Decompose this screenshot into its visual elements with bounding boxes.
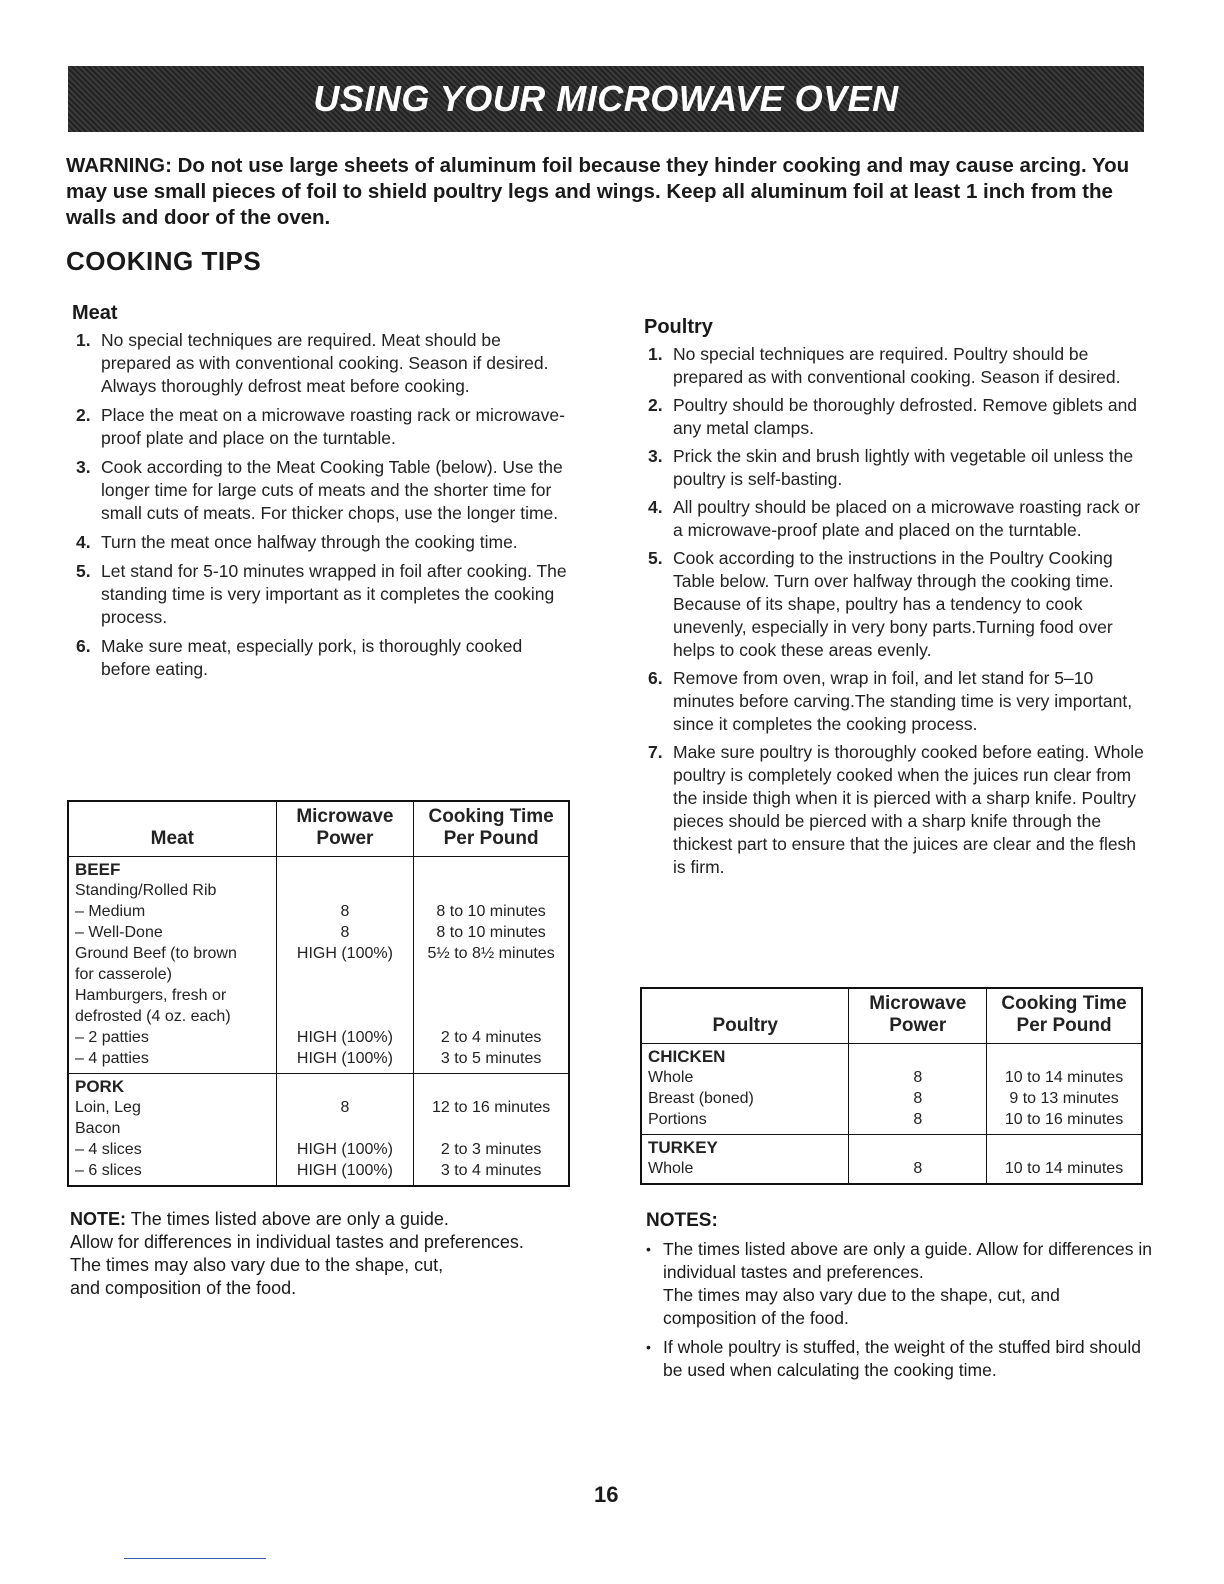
time-value: 10 to 14 minutes: [1004, 1069, 1124, 1086]
table-header: Cooking Time Per Pound: [414, 801, 569, 857]
section-title: COOKING TIPS: [66, 246, 262, 276]
meat-cooking-table: [67, 800, 570, 1187]
list-item: [644, 394, 1148, 440]
group-label: CHICKEN: [648, 1047, 726, 1066]
poultry-notes: [646, 1210, 1156, 1388]
table-cell: [68, 1074, 276, 1187]
list-text: Make sure meat, especially pork, is thoroughly cooked before eating.: [101, 636, 523, 679]
power-value: 8: [913, 1069, 923, 1086]
note-text: Allow for differences in individual tastes and preferences.: [70, 1232, 524, 1252]
table-cell: [276, 857, 414, 1074]
power-value: HIGH (100%): [296, 1162, 393, 1179]
table-cell: [987, 1135, 1142, 1185]
table-row: [641, 1044, 1142, 1135]
table-row: [641, 1135, 1142, 1185]
table-cell: [849, 1135, 987, 1185]
item-label: Bacon: [75, 1120, 121, 1137]
power-value: 8: [913, 1090, 923, 1107]
list-text: Remove from oven, wrap in foil, and let stand for 5–10 minutes before carving.The standing time is very important, since it completes the cooking process.: [673, 668, 1133, 734]
list-number: 2.: [648, 395, 663, 415]
item-label: Standing/Rolled Rib: [75, 882, 217, 899]
table-cell: [849, 1044, 987, 1135]
table-cell: [641, 1044, 849, 1135]
list-text: Turn the meat once halfway through the cooking time.: [101, 532, 518, 552]
table-header: Microwave Power: [276, 801, 414, 857]
list-item: [644, 667, 1148, 736]
list-item: [72, 531, 572, 554]
list-number: 7.: [648, 742, 663, 762]
note-text: • If whole poultry is stuffed, the weight of the stuffed bird should be used when calculating the cooking time.: [663, 1337, 1141, 1380]
time-value: 3 to 4 minutes: [440, 1162, 542, 1179]
list-item: [644, 496, 1148, 542]
foil-warning: WARNING: Do not use large sheets of aluminum foil because they hinder cooking and may cause arcing. You may use small pieces of foil to shield poultry legs and wings. Keep all aluminum foil at least 1 inch from the walls and door of the oven.: [66, 154, 1130, 229]
time-value: 2 to 4 minutes: [440, 1029, 542, 1046]
table-header: Meat: [68, 801, 276, 857]
page-number: 16: [594, 1482, 619, 1507]
table-cell: [414, 857, 569, 1074]
list-number: 4.: [76, 532, 91, 552]
list-number: 6.: [648, 668, 663, 688]
power-value: HIGH (100%): [296, 1141, 393, 1158]
table-header: Microwave Power: [849, 988, 987, 1044]
power-value: HIGH (100%): [296, 1050, 393, 1067]
list-number: 1.: [648, 344, 663, 364]
power-value: HIGH (100%): [296, 1029, 393, 1046]
note-text: The times listed above are only a guide.: [130, 1209, 449, 1229]
group-label: PORK: [75, 1077, 125, 1096]
time-value: 5½ to 8½ minutes: [427, 945, 555, 962]
table-cell: [987, 1044, 1142, 1135]
item-label: – Well-Done: [75, 924, 163, 941]
footer-rule: [124, 1558, 266, 1559]
item-label: for casserole): [75, 966, 172, 983]
meat-tips-list: [72, 329, 572, 681]
list-item: [72, 560, 572, 629]
list-item: [72, 329, 572, 398]
power-value: 8: [340, 924, 350, 941]
list-item: [644, 741, 1148, 879]
list-text: Poultry should be thoroughly defrosted. Remove giblets and any metal clamps.: [673, 395, 1138, 438]
notes-title: NOTES:: [646, 1210, 718, 1231]
table-cell: [68, 857, 276, 1074]
meat-heading: Meat: [72, 302, 118, 324]
item-label: Whole: [648, 1069, 694, 1086]
table-cell: [276, 1074, 414, 1187]
time-value: 10 to 14 minutes: [1004, 1160, 1124, 1177]
note-text: The times may also vary due to the shape, cut, and composition of the food.: [663, 1285, 1060, 1328]
table-cell: [414, 1074, 569, 1187]
poultry-heading: Poultry: [644, 316, 713, 338]
list-text: No special techniques are required. Poultry should be prepared as with conventional cooking. Season if desired.: [673, 344, 1121, 387]
item-label: – 4 slices: [75, 1141, 142, 1158]
list-item: [644, 343, 1148, 389]
list-item: [646, 1238, 1156, 1330]
meat-note: [70, 1208, 590, 1300]
list-item: [72, 635, 572, 681]
list-number: 2.: [76, 405, 91, 425]
time-value: 3 to 5 minutes: [440, 1050, 542, 1067]
item-label: Ground Beef (to brown: [75, 945, 237, 962]
item-label: Hamburgers, fresh or: [75, 987, 227, 1004]
group-label: TURKEY: [648, 1138, 718, 1157]
power-value: 8: [913, 1160, 923, 1177]
item-label: Loin, Leg: [75, 1099, 141, 1116]
list-text: Cook according to the instructions in the Poultry Cooking Table below. Turn over halfway through the cooking time. Because of its shape, poultry has a tendency to cook unevenly, especially in very bony parts.Turning food over helps to cook these areas evenly.: [673, 548, 1114, 660]
list-number: 6.: [76, 636, 91, 656]
table-header-row: [641, 988, 1142, 1044]
poultry-section: [644, 316, 1148, 884]
list-number: 5.: [76, 561, 91, 581]
list-item: [646, 1336, 1156, 1382]
time-value: 9 to 13 minutes: [1009, 1090, 1119, 1107]
list-number: 5.: [648, 548, 663, 568]
list-item: [72, 456, 572, 525]
banner-title: USING YOUR MICROWAVE OVEN: [313, 78, 899, 119]
item-label: defrosted (4 oz. each): [75, 1008, 231, 1025]
list-text: No special techniques are required. Meat should be prepared as with conventional cooking. Season if desired. Always thoroughly defrost meat before cooking.: [101, 330, 549, 396]
power-value: 8: [913, 1111, 923, 1128]
note-text: • The times listed above are only a guide. Allow for differences in individual tastes and preferences.: [663, 1239, 1152, 1282]
item-label: Portions: [648, 1111, 707, 1128]
table-header: Poultry: [641, 988, 849, 1044]
list-text: Cook according to the Meat Cooking Table (below). Use the longer time for large cuts of meats and the shorter time for small cuts of meats. For thicker chops, use the longer time.: [101, 457, 563, 523]
table-header-row: [68, 801, 569, 857]
item-label: Breast (boned): [648, 1090, 754, 1107]
time-value: 8 to 10 minutes: [436, 924, 546, 941]
list-number: 4.: [648, 497, 663, 517]
time-value: 10 to 16 minutes: [1004, 1111, 1124, 1128]
table-row: [68, 857, 569, 1074]
note-label: NOTE:: [70, 1209, 126, 1229]
item-label: – 4 patties: [75, 1050, 149, 1067]
list-text: Make sure poultry is thoroughly cooked before eating. Whole poultry is completely cooked when the juices run clear from the inside thigh when it is pierced with a sharp knife. Poultry pieces should be pierced with a sharp knife through the thickest part to ensure that the juices are clear and the flesh is firm.: [673, 742, 1144, 877]
item-label: – 2 patties: [75, 1029, 149, 1046]
list-text: Place the meat on a microwave roasting rack or microwave-proof plate and place on the turntable.: [101, 405, 565, 448]
power-value: HIGH (100%): [296, 945, 393, 962]
list-item: [644, 547, 1148, 662]
poultry-tips-list: [644, 343, 1148, 879]
list-number: 1.: [76, 330, 91, 350]
list-number: 3.: [648, 446, 663, 466]
group-label: BEEF: [75, 860, 121, 879]
page-banner: [68, 66, 1144, 132]
power-value: 8: [340, 903, 350, 920]
poultry-cooking-table: [640, 987, 1143, 1185]
time-value: 12 to 16 minutes: [431, 1099, 551, 1116]
list-number: 3.: [76, 457, 91, 477]
note-text: and composition of the food.: [70, 1278, 297, 1298]
note-text: The times may also vary due to the shape, cut,: [70, 1255, 444, 1275]
item-label: Whole: [648, 1160, 694, 1177]
list-item: [644, 445, 1148, 491]
item-label: – Medium: [75, 903, 146, 920]
time-value: 2 to 3 minutes: [440, 1141, 542, 1158]
meat-section: [72, 302, 572, 687]
item-label: – 6 slices: [75, 1162, 142, 1179]
table-row: [68, 1074, 569, 1187]
power-value: 8: [340, 1099, 350, 1116]
list-text: All poultry should be placed on a microwave roasting rack or a microwave-proof plate and placed on the turntable.: [673, 497, 1140, 540]
table-header: Cooking Time Per Pound: [987, 988, 1142, 1044]
list-text: Prick the skin and brush lightly with vegetable oil unless the poultry is self-basting.: [673, 446, 1134, 489]
table-cell: [641, 1135, 849, 1185]
time-value: 8 to 10 minutes: [436, 903, 546, 920]
list-text: Let stand for 5-10 minutes wrapped in foil after cooking. The standing time is very important as it completes the cooking process.: [101, 561, 567, 627]
notes-list: [646, 1238, 1156, 1382]
list-item: [72, 404, 572, 450]
